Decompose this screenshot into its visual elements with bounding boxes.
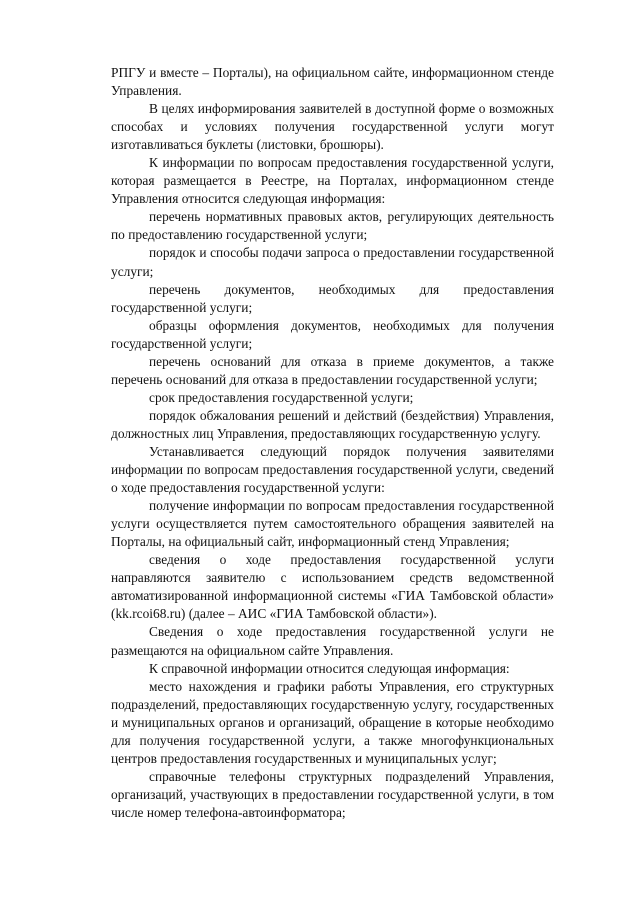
paragraph-2: В целях информирования заявителей в доступной форме о возможных способах и условиях получения государственной услуги могут изготавливаться буклеты (листовки, брошюры).	[111, 101, 554, 153]
paragraph-5: порядок и способы подачи запроса о предоставлении государственной услуги;	[111, 245, 554, 279]
paragraph-4: перечень нормативных правовых актов, регулирующих деятельность по предоставлению государственной услуги;	[111, 209, 554, 243]
paragraph-10: порядок обжалования решений и действий (бездействия) Управления, должностных лиц Управления, предоставляющих государственную услугу.	[111, 407, 554, 441]
paragraph-14: Сведения о ходе предоставления государственной услуги не размещаются на официальном сайте Управления.	[111, 624, 554, 658]
paragraph-3: К информации по вопросам предоставления государственной услуги, которая размещается в Реестре, на Порталах, информационном стенде Управления относится следующая информация:	[111, 155, 554, 207]
paragraph-15: К справочной информации относится следующая информация:	[149, 660, 510, 676]
paragraph-6: перечень документов, необходимых для предоставления государственной услуги;	[111, 281, 554, 315]
paragraph-17: справочные телефоны структурных подразделений Управления, организаций, участвующих в предоставлении государственной услуги, в том числе номер телефона-автоинформатора;	[111, 768, 554, 820]
paragraph-12: получение информации по вопросам предоставления государственной услуги осуществляется путем самостоятельного обращения заявителей на Порталы, на официальный сайт, информационный стенд Управления;	[111, 498, 554, 550]
paragraph-1: РПГУ и вместе – Порталы), на официальном сайте, информационном стенде Управления.	[111, 65, 554, 99]
document-body	[111, 64, 554, 822]
paragraph-8: перечень оснований для отказа в приеме документов, а также перечень оснований для отказа в предоставлении государственной услуги;	[111, 353, 554, 387]
paragraph-11: Устанавливается следующий порядок получения заявителями информации по вопросам предоставления государственной услуги, сведений о ходе предоставления государственной услуги:	[111, 443, 554, 496]
paragraph-9: срок предоставления государственной услуги;	[149, 389, 414, 405]
paragraph-13: сведения о ходе предоставления государственной услуги направляются заявителю с использованием средств ведомственной автоматизированной информационной системы «ГИА Тамбовской области» (kk.rcoi68.ru) (далее – АИС «ГИА Тамбовской области»).	[111, 552, 554, 622]
paragraph-7: образцы оформления документов, необходимых для получения государственной услуги;	[111, 317, 554, 351]
paragraph-16: место нахождения и графики работы Управления, его структурных подразделений, предоставляющих государственную услугу, государственных и муниципальных органов и организаций, обращение в которые необходимо для получения государственной услуги, а также многофункциональных центров предоставления государственных и муниципальных услуг;	[111, 678, 554, 766]
